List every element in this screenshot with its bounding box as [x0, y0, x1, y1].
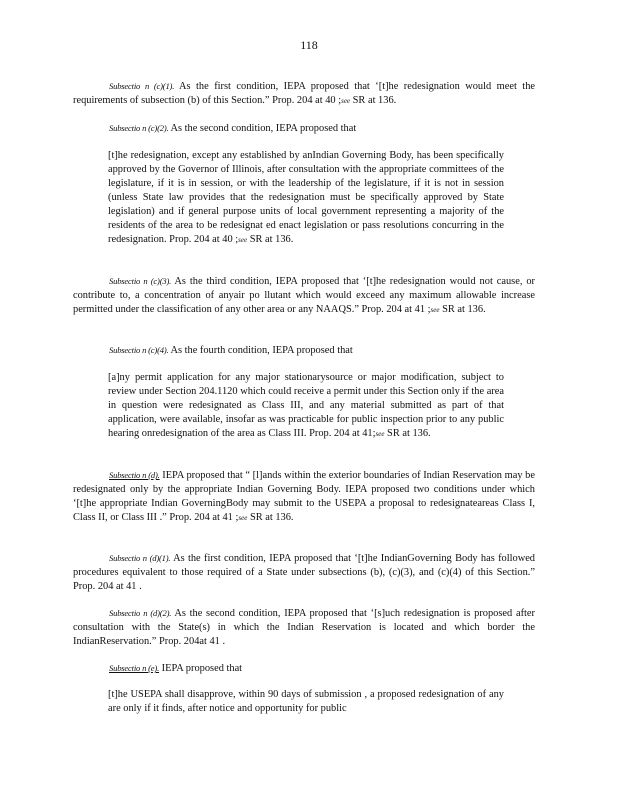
citation-tail: SR at 136. — [249, 234, 294, 245]
block-quote-c2 — [108, 149, 504, 247]
citation-tail: SR at 136. — [387, 428, 431, 439]
subsection-heading: Subsectio n (d)(2). — [109, 608, 172, 618]
paragraph-c2 — [73, 121, 535, 136]
block-quote-c4 — [108, 371, 504, 441]
paragraph-c4 — [73, 343, 535, 358]
paragraph-text: As the second condition, IEPA proposed that — [170, 123, 357, 134]
citation-tail: SR at 136. — [249, 512, 294, 523]
see-signal: see — [238, 236, 248, 244]
subsection-heading: Subsectio n (e). — [109, 663, 160, 673]
paragraph-text: IEPA proposed that “ [l]ands within the exterior boundaries of Indian Reservation may be redesignated only by the appropriate Indian Governing Body. IEPA proposed two conditions under which ‘[t]he appropriate Indian GoverningBody may submit to the USEPA a proposal to redesignateareas Class I, Class II, or Class III .” Prop. 204 at 41 ; — [73, 470, 535, 523]
paragraph-d — [73, 468, 535, 525]
subsection-heading: Subsectio n (c)(4). — [109, 345, 169, 355]
citation-tail: SR at 136. — [352, 95, 397, 106]
paragraph-c3 — [73, 274, 535, 317]
paragraph-text: IEPA proposed that — [161, 663, 243, 674]
paragraph-text: As the first condition, IEPA proposed that ‘[t]he redesignation would meet the requirements of subsection (b) of this Section.” Prop. 204 at 40 ; — [73, 81, 535, 106]
paragraph-d1 — [73, 551, 535, 594]
see-signal: see — [238, 514, 248, 522]
quote-text: [t]he redesignation, except any established by anIndian Governing Body, has been specifically approved by the Governor of Illinois, after consultation with the appropriate committees of the legislature, if it is in session, or with the leadership of the legislature, if it is not in session (unless State law provides that the redesignation must be specifically approved by State legislation) and if general purpose units of local government representing a majority of the residents of the area to be redesignat ed enact legislation or pass resolutions concurring in the redesignation. Prop. 204 at 40 ; — [108, 150, 504, 245]
subsection-heading: Subsectio n (c)(2). — [109, 123, 169, 133]
quote-text: [t]he USEPA shall disapprove, within 90 days of submission , a proposed redesignation of any are only if it finds, after notice and opportunity for public — [108, 689, 504, 714]
subsection-heading: Subsectio n (d)(1). — [109, 553, 171, 563]
subsection-heading: Subsectio n (d). — [109, 470, 160, 480]
paragraph-e — [73, 661, 535, 676]
quote-text: [a]ny permit application for any major stationarysource or major modification, subject to review under Section 204.1120 which could receive a permit under this Section only if the area in question were redesignated as Class III, and any material submitted as part of that application, were available, insofar as was practicable for public inspection prior to any public hearing onredesignation of the area as Class III. Prop. 204 at 41; — [108, 372, 504, 439]
see-signal: see — [341, 97, 351, 105]
citation-tail: SR at 136. — [442, 304, 486, 315]
paragraph-text: As the first condition, IEPA proposed that ‘[t]he IndianGoverning Body has followed procedures equivalent to those required of a State under subsections (b), (c)(3), and (c)(4) of this Section.” Prop. 204 at 41 . — [73, 553, 535, 592]
paragraph-text: As the second condition, IEPA proposed that ‘[s]uch redesignation is proposed after consultation with the State(s) in which the Indian Reservation is located and which border the IndianReservation.” Prop. 204at 41 . — [73, 608, 535, 647]
block-quote-e — [108, 688, 504, 716]
subsection-heading: Subsectio n (c)(3). — [109, 276, 172, 286]
page-number: 118 — [300, 38, 318, 52]
paragraph-d2 — [73, 606, 535, 649]
paragraph-text: As the third condition, IEPA proposed that ‘[t]he redesignation would not cause, or contribute to, a concentration of anyair po llutant which would exceed any maximum allowable increase permitted under the classification of any other area or any NAAQS.” Prop. 204 at 41 ; — [73, 276, 535, 315]
paragraph-text: As the fourth condition, IEPA proposed that — [170, 345, 353, 356]
see-signal: see — [430, 306, 440, 314]
see-signal: see — [375, 430, 385, 438]
subsection-heading: Subsectio n (c)(1). — [109, 81, 175, 91]
paragraph-c1 — [73, 79, 535, 108]
